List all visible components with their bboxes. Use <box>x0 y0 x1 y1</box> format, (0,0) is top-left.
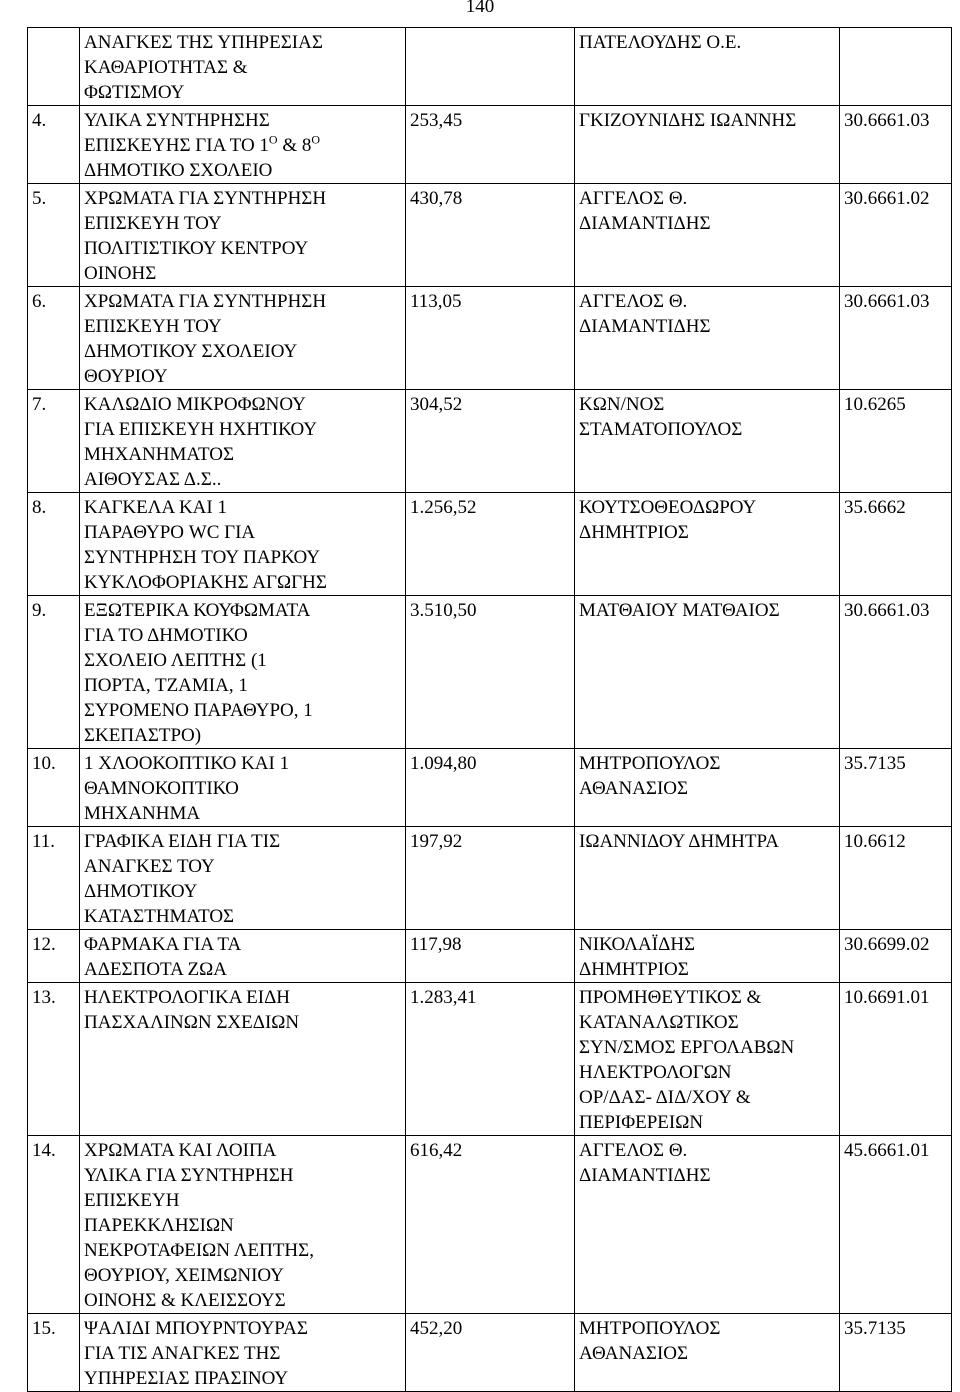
description-line: ΧΡΩΜΑΤΑ ΓΙΑ ΣΥΝΤΗΡΗΣΗ <box>84 291 327 312</box>
supplier-line: ΚΑΤΑΝΑΛΩΤΙΚΟΣ <box>579 1012 739 1033</box>
supplier-line: ΔΙΑΜΑΝΤΙΔΗΣ <box>579 1165 711 1186</box>
table-body <box>28 28 952 1392</box>
table-row <box>28 827 952 930</box>
item-description <box>80 749 406 827</box>
row-number: 7. <box>28 390 80 493</box>
description-line: ΦΑΡΜΑΚΑ ΓΙΑ ΤΑ <box>84 934 242 955</box>
table-row <box>28 28 952 106</box>
amount: 616,42 <box>406 1136 575 1314</box>
item-description <box>80 983 406 1136</box>
description-line: ΣΧΟΛΕΙΟ ΛΕΠΤΗΣ (1 <box>84 650 267 671</box>
supplier-line: ΗΛΕΚΤΡΟΛΟΓΩΝ <box>579 1062 732 1083</box>
supplier-line: ΑΓΓΕΛΟΣ Θ. <box>579 1140 688 1161</box>
table-row <box>28 287 952 390</box>
table-row <box>28 1136 952 1314</box>
supplier-line: ΠΕΡΙΦΕΡΕΙΩΝ <box>579 1112 704 1133</box>
supplier <box>575 493 840 596</box>
budget-code: 10.6691.01 <box>840 983 952 1136</box>
description-line: ΚΑΓΚΕΛΑ ΚΑΙ 1 <box>84 497 227 518</box>
supplier-line: ΑΓΓΕΛΟΣ Θ. <box>579 188 688 209</box>
description-line: ΔΗΜΟΤΙΚΟΥ ΣΧΟΛΕΙΟΥ <box>84 341 298 362</box>
description-line: ΧΡΩΜΑΤΑ ΚΑΙ ΛΟΙΠΑ <box>84 1140 277 1161</box>
supplier <box>575 390 840 493</box>
description-line: ΣΚΕΠΑΣΤΡΟ) <box>84 725 202 746</box>
budget-code: 35.7135 <box>840 1314 952 1392</box>
supplier <box>575 930 840 983</box>
description-line: ΘΟΥΡΙΟΥ, ΧΕΙΜΩΝΙΟΥ <box>84 1265 284 1286</box>
description-line: ΑΙΘΟΥΣΑΣ Δ.Σ.. <box>84 469 222 490</box>
supplier-line: ΠΡΟΜΗΘΕΥΤΙΚΟΣ & <box>579 987 762 1008</box>
item-description <box>80 1136 406 1314</box>
table-row <box>28 749 952 827</box>
description-line: ΜΗΧΑΝΗΜΑ <box>84 803 201 824</box>
amount: 1.256,52 <box>406 493 575 596</box>
row-number: 5. <box>28 184 80 287</box>
description-line: ΚΑΤΑΣΤΗΜΑΤΟΣ <box>84 906 235 927</box>
budget-code: 30.6661.03 <box>840 287 952 390</box>
description-line: ΠΑΡΑΘΥΡΟ WC ΓΙΑ <box>84 522 256 543</box>
amount: 452,20 <box>406 1314 575 1392</box>
description-line: ΠΑΣΧΑΛΙΝΩΝ ΣΧΕΔΙΩΝ <box>84 1012 300 1033</box>
supplier-line: ΔΙΑΜΑΝΤΙΔΗΣ <box>579 316 711 337</box>
description-line: ΚΥΚΛΟΦΟΡΙΑΚΗΣ ΑΓΩΓΗΣ <box>84 572 327 593</box>
amount: 253,45 <box>406 106 575 184</box>
supplier <box>575 184 840 287</box>
item-description <box>80 930 406 983</box>
amount: 1.094,80 <box>406 749 575 827</box>
description-line: ΘΟΥΡΙΟΥ <box>84 366 168 387</box>
budget-code: 30.6661.03 <box>840 106 952 184</box>
description-line: ΧΡΩΜΑΤΑ ΓΙΑ ΣΥΝΤΗΡΗΣΗ <box>84 188 327 209</box>
table-row <box>28 106 952 184</box>
description-line: ΓΙΑ ΤΙΣ ΑΝΑΓΚΕΣ ΤΗΣ <box>84 1343 281 1364</box>
supplier-line: ΜΗΤΡΟΠΟΥΛΟΣ <box>579 1318 721 1339</box>
description-line: ΟΙΝΟΗΣ <box>84 263 157 284</box>
row-number: 8. <box>28 493 80 596</box>
item-description <box>80 493 406 596</box>
item-description <box>80 827 406 930</box>
table-row <box>28 1314 952 1392</box>
description-line: ΜΗΧΑΝΗΜΑΤΟΣ <box>84 444 235 465</box>
table-row <box>28 184 952 287</box>
amount <box>406 28 575 106</box>
description-line: ΕΠΙΣΚΕΥΗ ΤΟΥ <box>84 213 222 234</box>
budget-code: 10.6265 <box>840 390 952 493</box>
description-line: ΑΝΑΓΚΕΣ ΤΗΣ ΥΠΗΡΕΣΙΑΣ <box>84 32 323 53</box>
item-description <box>80 1314 406 1392</box>
description-line: 1 ΧΛΟΟΚΟΠΤΙΚΟ ΚΑΙ 1 <box>84 753 290 774</box>
supplier <box>575 287 840 390</box>
description-line: ΓΙΑ ΤΟ ΔΗΜΟΤΙΚΟ <box>84 625 248 646</box>
table-row <box>28 983 952 1136</box>
budget-code: 45.6661.01 <box>840 1136 952 1314</box>
row-number: 6. <box>28 287 80 390</box>
supplier-line: ΓΚΙΖΟΥΝΙΔΗΣ ΙΩΑΝΝΗΣ <box>579 110 797 131</box>
item-description <box>80 390 406 493</box>
table-row <box>28 596 952 749</box>
description-line: ΟΙΝΟΗΣ & ΚΛΕΙΣΣΟΥΣ <box>84 1290 286 1311</box>
supplier <box>575 1314 840 1392</box>
row-number: 9. <box>28 596 80 749</box>
table-row <box>28 493 952 596</box>
expenditure-table <box>27 27 952 1392</box>
supplier <box>575 596 840 749</box>
description-line: ΠΟΡΤΑ, ΤΖΑΜΙΑ, 1 <box>84 675 248 696</box>
row-number: 15. <box>28 1314 80 1392</box>
supplier-line: ΠΑΤΕΛΟΥΔΗΣ Ο.Ε. <box>579 32 742 53</box>
description-line: ΓΡΑΦΙΚΑ ΕΙΔΗ ΓΙΑ ΤΙΣ <box>84 831 281 852</box>
budget-code: 30.6661.02 <box>840 184 952 287</box>
page-number: 140 <box>465 0 495 17</box>
supplier <box>575 983 840 1136</box>
description-line: ΣΥΡΟΜΕΝΟ ΠΑΡΑΘΥΡΟ, 1 <box>84 700 313 721</box>
row-number: 11. <box>28 827 80 930</box>
description-line: ΕΠΙΣΚΕΥΗΣ ΓΙΑ ΤΟ $1^O$ & $8^O$ <box>84 132 321 156</box>
table-row <box>28 390 952 493</box>
description-line: ΦΩΤΙΣΜΟΥ <box>84 82 185 103</box>
amount: 113,05 <box>406 287 575 390</box>
description-line: ΥΛΙΚΑ ΣΥΝΤΗΡΗΣΗΣ <box>84 110 270 131</box>
supplier <box>575 749 840 827</box>
item-description <box>80 596 406 749</box>
description-line: ΨΑΛΙΔΙ ΜΠΟΥΡΝΤΟΥΡΑΣ <box>84 1318 308 1339</box>
description-line: ΚΑΘΑΡΙΟΤΗΤΑΣ & <box>84 57 248 78</box>
item-description <box>80 184 406 287</box>
description-line: ΥΠΗΡΕΣΙΑΣ ΠΡΑΣΙΝΟΥ <box>84 1368 289 1389</box>
supplier-line: ΟΡ/ΔΑΣ- ΔΙΔ/ΧΟΥ & <box>579 1087 751 1108</box>
amount: 197,92 <box>406 827 575 930</box>
description-line: ΥΛΙΚΑ ΓΙΑ ΣΥΝΤΗΡΗΣΗ <box>84 1165 294 1186</box>
item-description <box>80 106 406 184</box>
budget-code: 30.6699.02 <box>840 930 952 983</box>
budget-code: 35.6662 <box>840 493 952 596</box>
supplier-line: ΣΥΝ/ΣΜΟΣ ΕΡΓΟΛΑΒΩΝ <box>579 1037 795 1058</box>
row-number: 12. <box>28 930 80 983</box>
amount: 304,52 <box>406 390 575 493</box>
item-description <box>80 287 406 390</box>
row-number: 10. <box>28 749 80 827</box>
amount: 117,98 <box>406 930 575 983</box>
amount: 1.283,41 <box>406 983 575 1136</box>
supplier <box>575 1136 840 1314</box>
description-line: ΘΑΜΝΟΚΟΠΤΙΚΟ <box>84 778 239 799</box>
supplier-line: ΚΟΥΤΣΟΘΕΟΔΩΡΟΥ <box>579 497 757 518</box>
description-line: ΓΙΑ ΕΠΙΣΚΕΥΗ ΗΧΗΤΙΚΟΥ <box>84 419 317 440</box>
row-number: 13. <box>28 983 80 1136</box>
budget-code: 30.6661.03 <box>840 596 952 749</box>
description-line: ΔΗΜΟΤΙΚΟ ΣΧΟΛΕΙΟ <box>84 160 273 181</box>
supplier-line: ΜΗΤΡΟΠΟΥΛΟΣ <box>579 753 721 774</box>
description-line: ΠΑΡΕΚΚΛΗΣΙΩΝ <box>84 1215 234 1236</box>
description-line: ΑΝΑΓΚΕΣ ΤΟΥ <box>84 856 215 877</box>
amount: 430,78 <box>406 184 575 287</box>
description-line: ΠΟΛΙΤΙΣΤΙΚΟΥ ΚΕΝΤΡΟΥ <box>84 238 309 259</box>
row-number: 4. <box>28 106 80 184</box>
supplier-line: ΜΑΤΘΑΙΟΥ ΜΑΤΘΑΙΟΣ <box>579 600 780 621</box>
budget-code <box>840 28 952 106</box>
description-line: ΕΠΙΣΚΕΥΗ ΤΟΥ <box>84 316 222 337</box>
supplier <box>575 28 840 106</box>
table-row <box>28 930 952 983</box>
description-line: ΕΠΙΣΚΕΥΗ <box>84 1190 180 1211</box>
supplier <box>575 827 840 930</box>
amount: 3.510,50 <box>406 596 575 749</box>
budget-code: 35.7135 <box>840 749 952 827</box>
row-number <box>28 28 80 106</box>
supplier-line: ΑΘΑΝΑΣΙΟΣ <box>579 778 689 799</box>
description-line: ΕΞΩΤΕΡΙΚΑ ΚΟΥΦΩΜΑΤΑ <box>84 600 311 621</box>
row-number: 14. <box>28 1136 80 1314</box>
supplier-line: ΔΙΑΜΑΝΤΙΔΗΣ <box>579 213 711 234</box>
supplier-line: ΑΓΓΕΛΟΣ Θ. <box>579 291 688 312</box>
supplier-line: ΔΗΜΗΤΡΙΟΣ <box>579 959 689 980</box>
supplier-line: ΔΗΜΗΤΡΙΟΣ <box>579 522 689 543</box>
supplier-line: ΝΙΚΟΛΑΪΔΗΣ <box>579 934 696 955</box>
description-line: ΑΔΕΣΠΟΤΑ ΖΩΑ <box>84 959 228 980</box>
description-line: ΔΗΜΟΤΙΚΟΥ <box>84 881 198 902</box>
description-line: ΚΑΛΩΔΙΟ ΜΙΚΡΟΦΩΝΟΥ <box>84 394 306 415</box>
supplier-line: ΑΘΑΝΑΣΙΟΣ <box>579 1343 689 1364</box>
supplier-line: ΣΤΑΜΑΤΟΠΟΥΛΟΣ <box>579 419 743 440</box>
description-line: ΣΥΝΤΗΡΗΣΗ ΤΟΥ ΠΑΡΚΟΥ <box>84 547 321 568</box>
supplier-line: ΙΩΑΝΝΙΔΟΥ ΔΗΜΗΤΡΑ <box>579 831 780 852</box>
description-line: ΝΕΚΡΟΤΑΦΕΙΩΝ ΛΕΠΤΗΣ, <box>84 1240 314 1261</box>
supplier <box>575 106 840 184</box>
budget-code: 10.6612 <box>840 827 952 930</box>
description-line: ΗΛΕΚΤΡΟΛΟΓΙΚΑ ΕΙΔΗ <box>84 987 291 1008</box>
item-description <box>80 28 406 106</box>
supplier-line: ΚΩΝ/ΝΟΣ <box>579 394 665 415</box>
